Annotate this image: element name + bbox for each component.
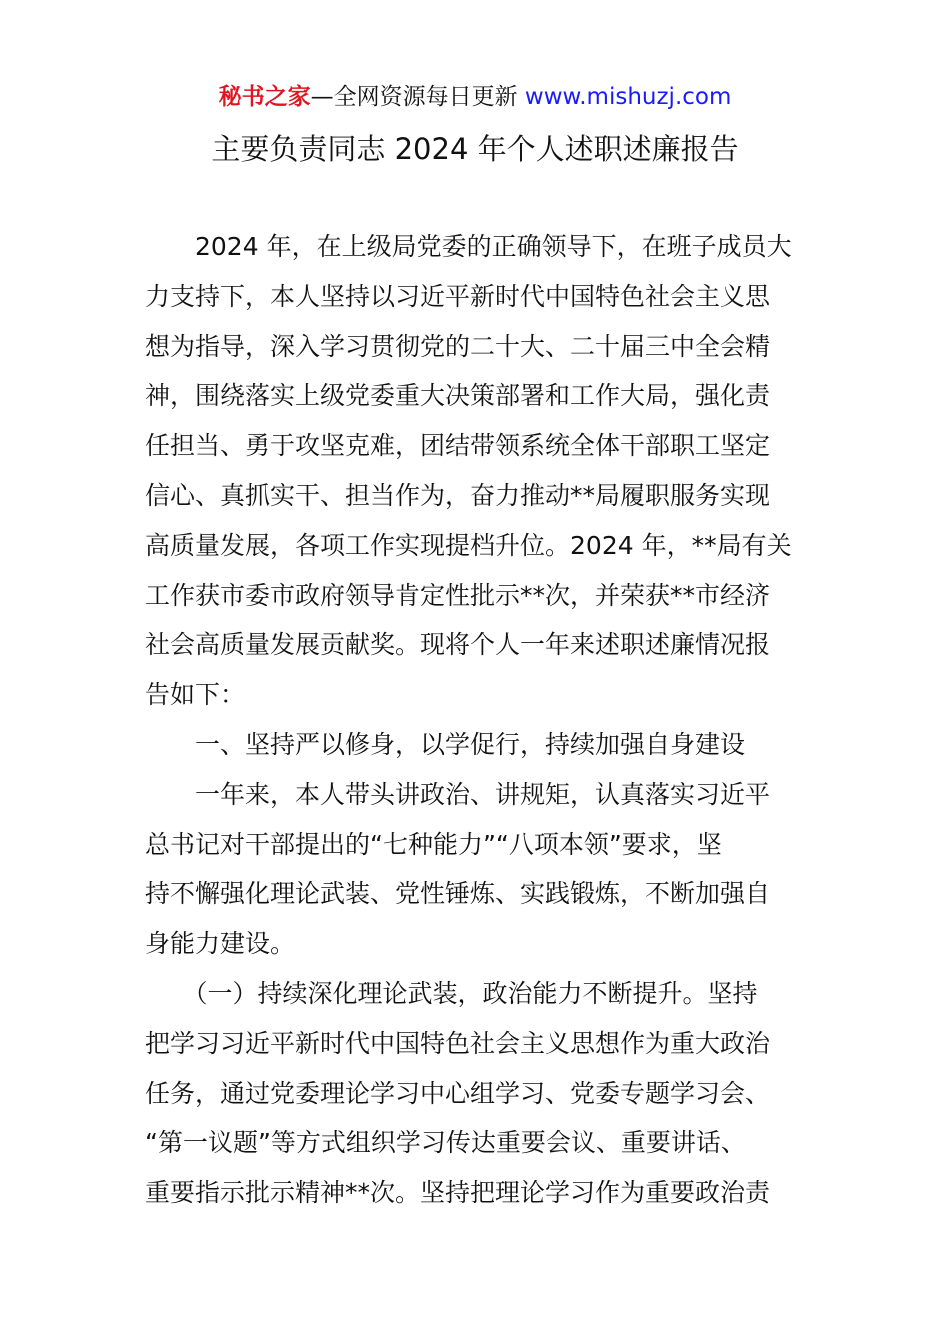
body-line: 任担当、勇于攻坚克难，团结带领系统全体干部职工坚定 [145,431,771,461]
body-line: 想为指导，深入学习贯彻党的二十大、二十届三中全会精 [145,331,771,361]
body-line: 一年来，本人带头讲政治、讲规矩，认真落实习近平 [145,779,771,809]
body-line: 告如下： [145,680,246,710]
body-line: （一）持续深化理论武装，政治能力不断提升。坚持 [145,978,758,1008]
body-line: 信心、真抓实干、担当作为，奋力推动**局履职服务实现 [145,480,771,510]
body-line: 神，围绕落实上级党委重大决策部署和工作大局，强化责 [145,381,771,411]
site-brand: 秘书之家 [218,84,311,110]
site-tagline: —全网资源每日更新 [310,84,518,110]
body-line: 重要指示批示精神**次。坚持把理论学习作为重要政治责 [145,1178,771,1208]
body-line: 工作获市委市政府领导肯定性批示**次，并荣获**市经济 [145,580,771,610]
body-line: 力支持下，本人坚持以习近平新时代中国特色社会主义思 [145,281,771,311]
body-line: 把学习习近平新时代中国特色社会主义思想作为重大政治 [145,1028,771,1058]
body-line: 任务，通过党委理论学习中心组学习、党委专题学习会、 [145,1078,771,1108]
site-header [0,82,950,112]
body-line: 身能力建设。 [145,929,296,959]
document-body [145,222,810,1218]
body-line: 社会高质量发展贡献奖。现将个人一年来述职述廉情况报 [145,630,771,660]
body-line: 持不懈强化理论武装、党性锤炼、实践锻炼，不断加强自 [145,879,771,909]
section-heading: 一、坚持严以修身，以学促行，持续加强自身建设 [145,729,746,759]
body-line: “第一议题”等方式组织学习传达重要会议、重要讲话、 [145,1128,746,1158]
document-title: 主要负责同志 2024 年个人述职述廉报告 [211,132,739,166]
body-line: 2024 年，在上级局党委的正确领导下，在班子成员大 [145,232,792,261]
site-url-link[interactable]: www.mishuzj.com [524,84,732,110]
body-line: 高质量发展，各项工作实现提档升位。2024 年，**局有关 [145,530,792,560]
body-line: 总书记对干部提出的“七种能力”“八项本领”要求，坚 [145,829,722,859]
